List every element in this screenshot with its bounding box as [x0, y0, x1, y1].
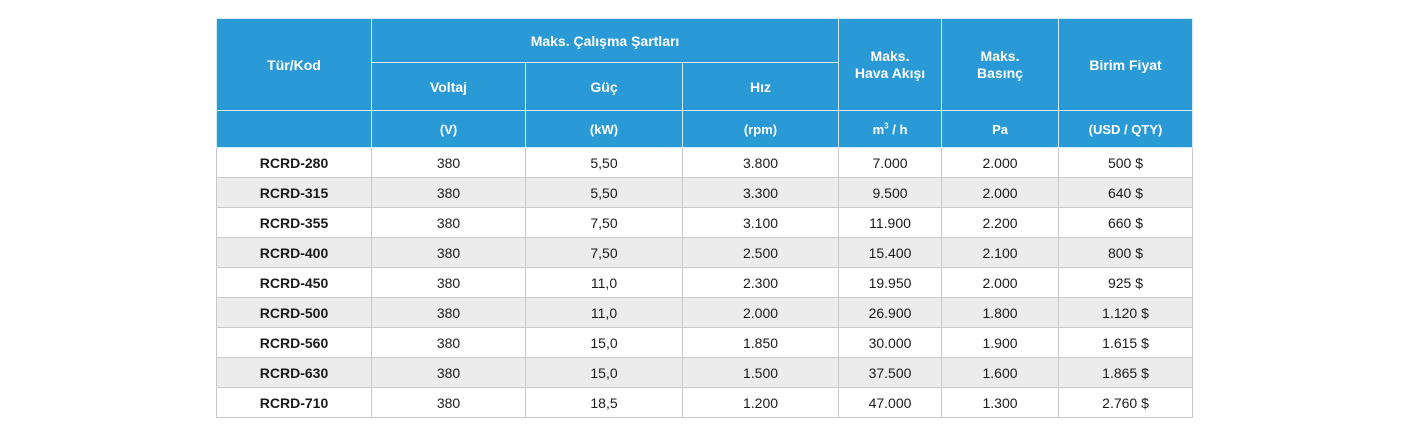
header-max-pressure-line2: Basınç: [977, 64, 1023, 81]
cell-pressure: 1.600: [942, 358, 1059, 388]
header-type-code: Tür/Kod: [217, 19, 372, 111]
cell-code: RCRD-355: [217, 208, 372, 238]
cell-price: 925 $: [1059, 268, 1193, 298]
header-max-operating-conditions: Maks. Çalışma Şartları: [372, 19, 839, 63]
cell-price: 660 $: [1059, 208, 1193, 238]
cell-price: 1.865 $: [1059, 358, 1193, 388]
header-voltage: Voltaj: [372, 63, 526, 111]
cell-code: RCRD-450: [217, 268, 372, 298]
table-row: [217, 388, 1193, 418]
cell-voltage: 380: [372, 178, 526, 208]
unit-airflow-base: m: [872, 121, 885, 137]
cell-code: RCRD-315: [217, 178, 372, 208]
cell-speed: 1.850: [683, 328, 839, 358]
cell-power: 7,50: [526, 208, 683, 238]
table-row: [217, 148, 1193, 178]
cell-pressure: 2.000: [942, 148, 1059, 178]
cell-speed: 2.000: [683, 298, 839, 328]
unit-airflow: [839, 111, 942, 148]
cell-price: 800 $: [1059, 238, 1193, 268]
cell-voltage: 380: [372, 358, 526, 388]
unit-pressure: Pa: [942, 111, 1059, 148]
table-row: [217, 268, 1193, 298]
cell-voltage: 380: [372, 328, 526, 358]
cell-pressure: 1.900: [942, 328, 1059, 358]
table-row: [217, 178, 1193, 208]
cell-airflow: 30.000: [839, 328, 942, 358]
cell-power: 11,0: [526, 268, 683, 298]
header-power: Güç: [526, 63, 683, 111]
cell-speed: 1.200: [683, 388, 839, 418]
unit-power: (kW): [526, 111, 683, 148]
cell-price: 2.760 $: [1059, 388, 1193, 418]
unit-voltage: (V): [372, 111, 526, 148]
product-spec-table: [216, 18, 1193, 418]
cell-pressure: 2.000: [942, 178, 1059, 208]
cell-speed: 1.500: [683, 358, 839, 388]
cell-voltage: 380: [372, 388, 526, 418]
header-max-pressure: [942, 19, 1059, 111]
cell-power: 7,50: [526, 238, 683, 268]
cell-speed: 2.300: [683, 268, 839, 298]
cell-voltage: 380: [372, 148, 526, 178]
cell-pressure: 1.800: [942, 298, 1059, 328]
cell-code: RCRD-400: [217, 238, 372, 268]
spec-table-container: [216, 18, 1192, 418]
cell-pressure: 2.200: [942, 208, 1059, 238]
cell-airflow: 7.000: [839, 148, 942, 178]
table-body: [217, 148, 1193, 418]
cell-code: RCRD-710: [217, 388, 372, 418]
cell-power: 18,5: [526, 388, 683, 418]
cell-power: 11,0: [526, 298, 683, 328]
header-max-pressure-line1: Maks.: [980, 47, 1020, 64]
table-row: [217, 358, 1193, 388]
header-unit-price: Birim Fiyat: [1059, 19, 1193, 111]
cell-power: 15,0: [526, 358, 683, 388]
unit-airflow-rest: / h: [892, 121, 908, 137]
unit-type-code-empty: [217, 111, 372, 148]
cell-airflow: 15.400: [839, 238, 942, 268]
cell-price: 500 $: [1059, 148, 1193, 178]
cell-voltage: 380: [372, 208, 526, 238]
cell-code: RCRD-560: [217, 328, 372, 358]
unit-airflow-superscript: 3: [884, 121, 889, 131]
cell-power: 5,50: [526, 148, 683, 178]
table-row: [217, 238, 1193, 268]
cell-voltage: 380: [372, 238, 526, 268]
header-max-airflow: [839, 19, 942, 111]
cell-airflow: 26.900: [839, 298, 942, 328]
cell-speed: 3.800: [683, 148, 839, 178]
cell-airflow: 37.500: [839, 358, 942, 388]
cell-code: RCRD-500: [217, 298, 372, 328]
unit-price: (USD / QTY): [1059, 111, 1193, 148]
cell-price: 1.120 $: [1059, 298, 1193, 328]
cell-voltage: 380: [372, 298, 526, 328]
table-row: [217, 328, 1193, 358]
cell-price: 640 $: [1059, 178, 1193, 208]
unit-speed: (rpm): [683, 111, 839, 148]
cell-speed: 3.100: [683, 208, 839, 238]
units-row: [217, 111, 1193, 148]
cell-speed: 2.500: [683, 238, 839, 268]
cell-code: RCRD-280: [217, 148, 372, 178]
cell-airflow: 11.900: [839, 208, 942, 238]
header-max-airflow-line2: Hava Akışı: [854, 64, 926, 81]
table-row: [217, 298, 1193, 328]
cell-airflow: 19.950: [839, 268, 942, 298]
cell-code: RCRD-630: [217, 358, 372, 388]
cell-power: 5,50: [526, 178, 683, 208]
table-row: [217, 208, 1193, 238]
header-max-airflow-line1: Maks.: [870, 47, 910, 64]
cell-power: 15,0: [526, 328, 683, 358]
cell-pressure: 2.100: [942, 238, 1059, 268]
cell-pressure: 1.300: [942, 388, 1059, 418]
cell-pressure: 2.000: [942, 268, 1059, 298]
cell-airflow: 47.000: [839, 388, 942, 418]
cell-speed: 3.300: [683, 178, 839, 208]
header-speed: Hız: [683, 63, 839, 111]
cell-price: 1.615 $: [1059, 328, 1193, 358]
table-header: [217, 19, 1193, 148]
cell-airflow: 9.500: [839, 178, 942, 208]
cell-voltage: 380: [372, 268, 526, 298]
